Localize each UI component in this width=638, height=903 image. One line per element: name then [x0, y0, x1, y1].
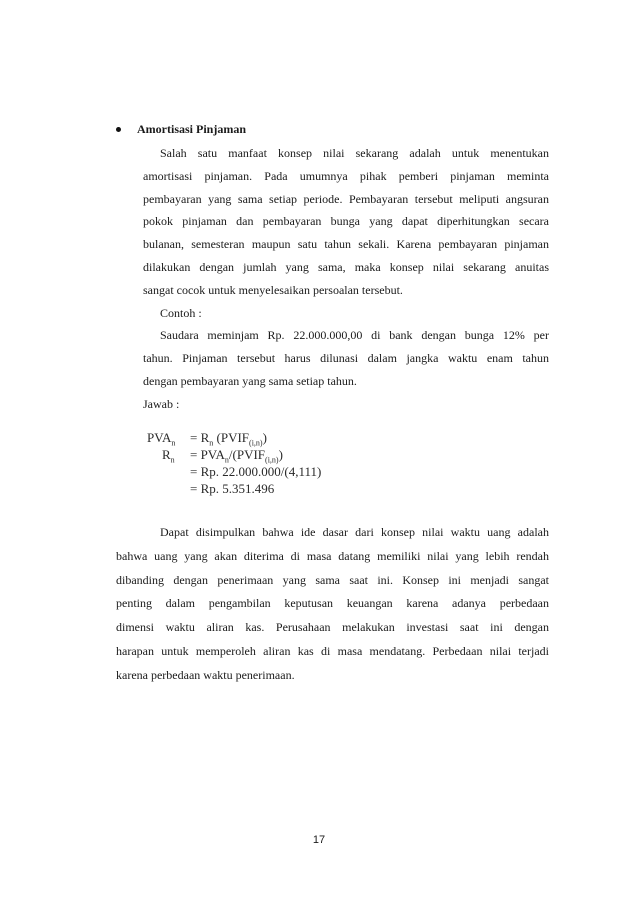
formula-subscript: (i,n): [265, 455, 279, 465]
paragraph-conclusion: [116, 521, 549, 688]
formula-line: = Rp. 22.000.000/(4,111): [190, 464, 322, 479]
formula-result: = Rp. 5.351.496: [190, 481, 275, 496]
text-line: karena perbedaan waktu penerimaan.: [116, 667, 295, 682]
text-line: Dapat disimpulkan bahwa ide dasar dari konsep nilai waktu uang adalah: [160, 525, 549, 539]
text-line: penting dalam pengambilan keputusan keuangan karena adanya perbedaan: [116, 596, 549, 611]
text-line: dengan pembayaran yang sama setiap tahun.: [143, 373, 357, 388]
text-line: bulanan, semesteran maupun satu tahun sekali. Karena pembayaran pinjaman: [143, 237, 549, 252]
answer-label: Jawab :: [143, 396, 180, 411]
section-heading-row: [116, 121, 246, 137]
formula-term: = PVA: [190, 447, 225, 462]
formula-block: [147, 429, 321, 497]
text-line: harapan untuk memperoleh aliran kas di masa mendatang. Perbedaan nilai terjadi: [116, 643, 549, 658]
formula-subscript: (i,n): [249, 438, 263, 448]
text-line: tahun. Pinjaman tersebut harus dilunasi dalam jangka waktu enam tahun: [143, 351, 549, 366]
text-line: amortisasi pinjaman. Pada umumnya pihak pemberi pinjaman meminta: [143, 168, 549, 183]
formula-subscript: n: [209, 438, 214, 448]
text-line: bahwa uang yang akan diterima di masa datang memiliki nilai yang lebih rendah: [116, 548, 549, 563]
paragraph-amortization: [143, 142, 549, 416]
formula-symbol: R: [162, 447, 171, 462]
bullet-icon: [116, 127, 121, 132]
formula-term: /(PVIF: [228, 447, 266, 462]
formula-term: = R: [190, 430, 210, 445]
formula-term: ): [262, 430, 267, 445]
formula-subscript: n: [170, 455, 175, 465]
text-line: dibanding dengan penerimaan yang sama saat ini. Konsep ini menjadi sangat: [116, 572, 549, 587]
page-number: 17: [312, 834, 326, 846]
text-line: dilakukan dengan jumlah yang sama, maka konsep nilai sekarang anuitas: [143, 259, 549, 274]
formula-symbol: PVA: [147, 430, 172, 445]
formula-term: ): [278, 447, 283, 462]
text-line: dimensi waktu aliran kas. Perusahaan melakukan investasi saat ini dengan: [116, 620, 549, 635]
text-line: sangat cocok untuk menyelesaikan persoalan tersebut.: [143, 282, 403, 297]
formula-subscript: n: [224, 455, 229, 465]
formula-subscript: n: [171, 438, 176, 448]
text-line: pokok pinjaman dan pembayaran bunga yang dapat diperhitungkan secara: [143, 214, 549, 229]
formula-term: (PVIF: [213, 430, 250, 445]
text-line: Saudara meminjam Rp. 22.000.000,00 di bank dengan bunga 12% per: [160, 328, 549, 343]
section-heading: Amortisasi Pinjaman: [137, 122, 246, 136]
text-line: Salah satu manfaat konsep nilai sekarang adalah untuk menentukan: [160, 146, 549, 160]
text-line: pembayaran yang sama setiap periode. Pembayaran tersebut meliputi angsuran: [143, 191, 549, 206]
example-label: Contoh :: [160, 305, 202, 320]
